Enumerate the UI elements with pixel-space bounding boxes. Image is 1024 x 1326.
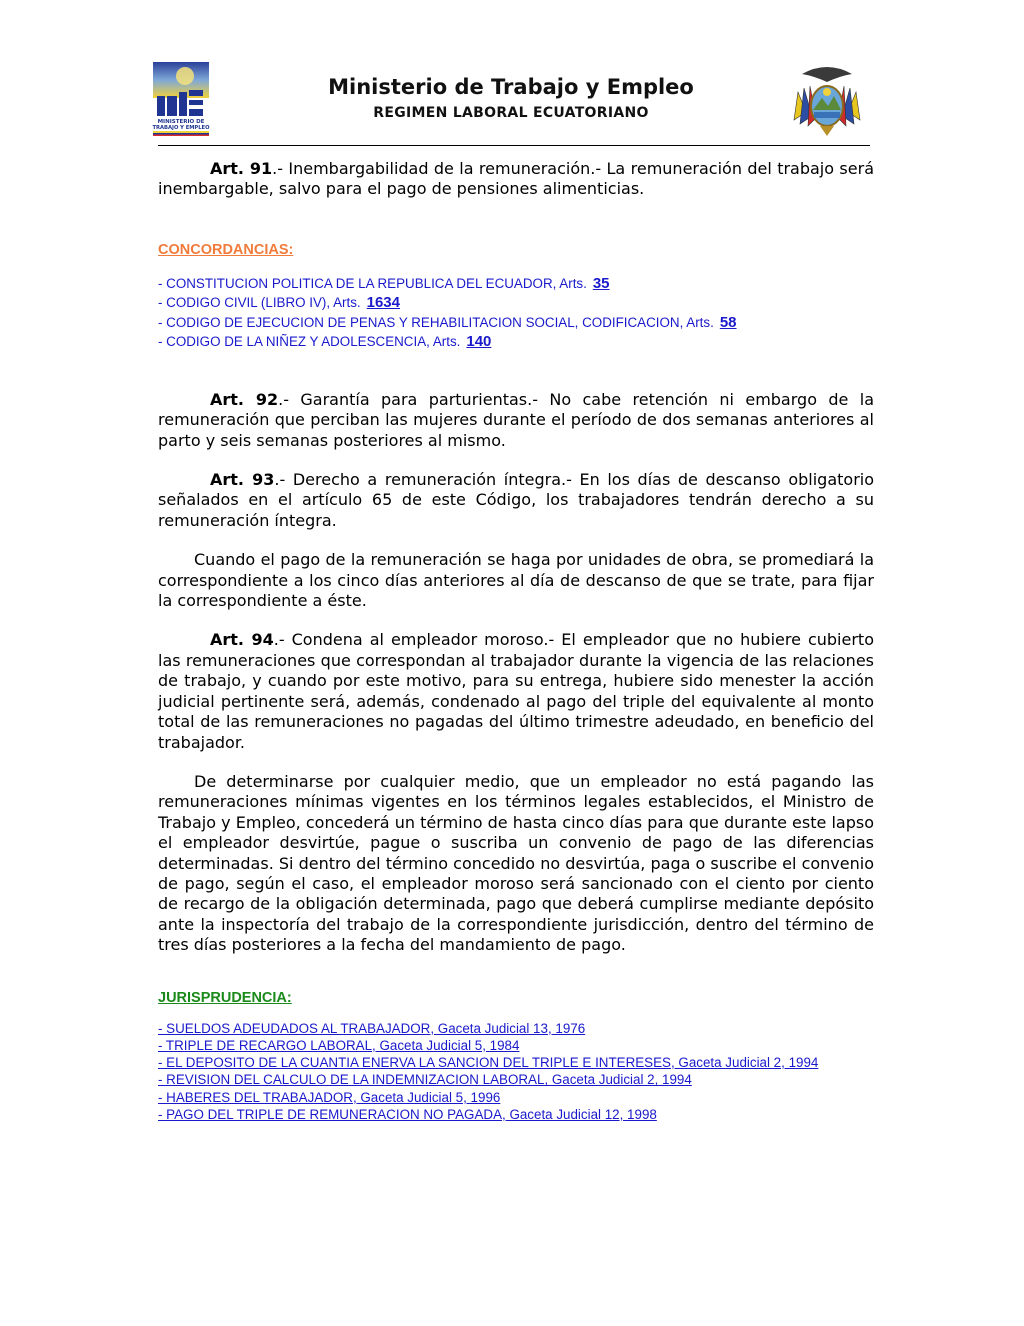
list-item[interactable]: - CODIGO DE LA NIÑEZ Y ADOLESCENCIA, Arts. 140: [158, 333, 492, 351]
article-text: .- Condena al empleador moroso.- El empleador que no hubiere cubierto las remuneraciones que correspondan al trabajador durante la vigencia de las relaciones de trabajo, y cuando por este motivo, para su entrega, hubiere sido menester la acción judicial pertinente será, además, condenado al pago del triple del equivalente al monto total de las remuneraciones no pagadas del último trimestre adeudado, en beneficio del trabajador.: [158, 630, 874, 752]
list-item[interactable]: - CODIGO DE EJECUCION DE PENAS Y REHABILITACION SOCIAL, CODIFICACION, Arts. 58: [158, 313, 737, 331]
article-number-link[interactable]: 140: [466, 333, 492, 351]
article-93-paragraph: Cuando el pago de la remuneración se haga por unidades de obra, se promediará la correspondiente a los cinco días anteriores al día de descanso de que se trate, para fijar la correspondiente a éste.: [158, 550, 874, 611]
page-subtitle: REGIMEN LABORAL ECUATORIANO: [373, 105, 649, 121]
article-93: [158, 470, 874, 531]
header-divider: [158, 145, 870, 146]
page-title: Ministerio de Trabajo y Empleo: [328, 75, 694, 99]
article-number-link[interactable]: 1634: [366, 294, 400, 312]
list-item[interactable]: - CODIGO CIVIL (LIBRO IV), Arts. 1634: [158, 294, 400, 312]
jurisprudencia-link[interactable]: - SUELDOS ADEUDADOS AL TRABAJADOR, Gaceta Judicial 13, 1976: [158, 1020, 586, 1036]
article-label: Art. 91: [210, 159, 273, 178]
article-94-paragraph: De determinarse por cualquier medio, que un empleador no está pagando las remuneraciones mínimas vigentes en los términos legales establecidos, el Ministro de Trabajo y Empleo, concederá un término de hasta cinco días para que durante este lapso el empleador desvirtúe, pague o suscriba un convenio de pago de las diferencias determinadas. Si dentro del término concedido no desvirtúa, paga o suscribe el convenio de pago, según el caso, el empleador moroso será sancionado con el ciento por ciento de recargo de la obligación determinada, pago que deberá cumplirse mediante depósito ante la inspectoría del trabajo de la correspondiente jurisdicción, dentro del término de tres días posteriores a la fecha del mandamiento de pago.: [158, 771, 874, 955]
svg-text:MINISTERIO DE: MINISTERIO DE: [157, 119, 205, 125]
page-header: [148, 58, 874, 146]
article-number-link[interactable]: 35: [592, 274, 610, 292]
jurisprudencia-list: [158, 1020, 874, 1124]
concordancias-list: [158, 274, 874, 352]
list-item[interactable]: - CONSTITUCION POLITICA DE LA REPUBLICA DEL ECUADOR, Arts. 35: [158, 274, 610, 292]
jurisprudencia-link[interactable]: - HABERES DEL TRABAJADOR, Gaceta Judicial 5, 1996: [158, 1089, 501, 1105]
article-92: [158, 390, 874, 451]
jurisprudencia-link[interactable]: - TRIPLE DE RECARGO LABORAL, Gaceta Judicial 5, 1984: [158, 1037, 520, 1053]
jurisprudencia-link[interactable]: - EL DEPOSITO DE LA CUANTIA ENERVA LA SANCION DEL TRIPLE E INTERESES, Gaceta Judicial 2, 1994: [158, 1055, 819, 1071]
article-number-link[interactable]: 58: [719, 313, 737, 331]
article-label: Art. 94: [210, 630, 274, 650]
svg-text:TRABAJO Y EMPLEO: TRABAJO Y EMPLEO: [152, 125, 210, 131]
article-text: .- Inembargabilidad de la remuneración.- La remuneración del trabajo será inembargable, salvo para el pago de pensiones alimenticias.: [158, 159, 874, 199]
jurisprudencia-link[interactable]: - PAGO DEL TRIPLE DE REMUNERACION NO PAGADA, Gaceta Judicial 12, 1998: [158, 1107, 657, 1123]
article-91: [158, 159, 874, 200]
article-94: [158, 630, 874, 752]
document-body: [158, 159, 874, 1123]
article-label: Art. 93: [210, 470, 275, 490]
article-text: .- Derecho a remuneración íntegra.- En los días de descanso obligatorio señalados en el artículo 65 de este Código, los trabajadores tendrán derecho a su remuneración íntegra.: [158, 470, 875, 530]
concordancias-heading: CONCORDANCIAS:: [158, 241, 294, 258]
coat-of-arms-icon: [792, 62, 862, 140]
article-text: .- Garantía para parturientas.- No cabe retención ni embargo de la remuneración que perciban las mujeres durante el período de dos semanas anteriores al parto y seis semanas posteriores al mismo.: [158, 389, 874, 450]
jurisprudencia-heading: JURISPRUDENCIA:: [158, 989, 292, 1006]
article-label: Art. 92: [210, 389, 279, 409]
jurisprudencia-link[interactable]: - REVISION DEL CALCULO DE LA INDEMNIZACION LABORAL, Gaceta Judicial 2, 1994: [158, 1072, 692, 1088]
